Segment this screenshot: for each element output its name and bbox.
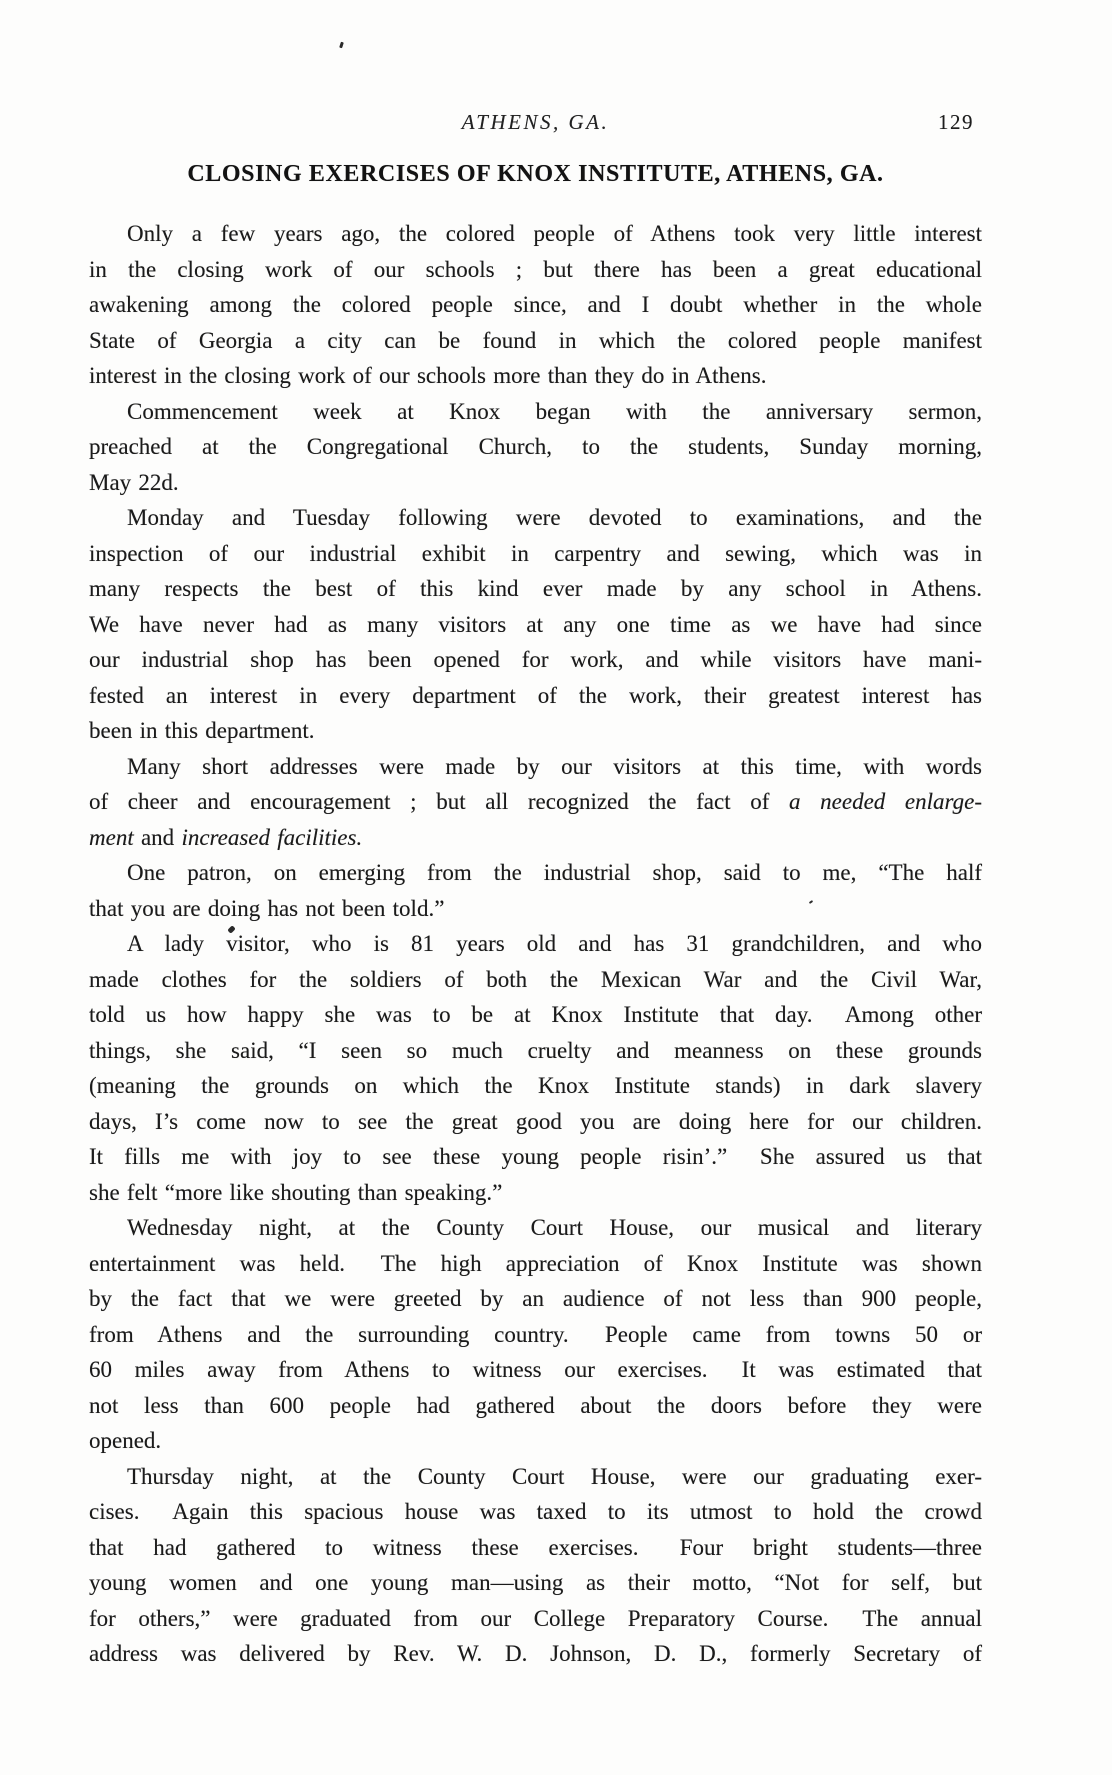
text-line — [89, 1530, 982, 1566]
italic-text: ment — [89, 824, 134, 850]
text-line — [89, 429, 982, 465]
text-segment: Wednesday night, at the County Court House, our musical and literary — [127, 1215, 982, 1240]
text-segment: (meaning the grounds on which the Knox Institute stands) in dark slavery — [89, 1073, 982, 1098]
text-segment: our industrial shop has been opened for work, and while visitors have mani- — [89, 647, 982, 672]
text-segment: State of Georgia a city can be found in which the colored people manifest — [89, 327, 982, 353]
text-segment: many respects the best of this kind ever made by any school in Athens. — [89, 576, 982, 601]
text-line — [89, 358, 982, 394]
text-segment: One patron, on emerging from the industrial shop, said to me, “The half — [127, 860, 982, 885]
scan-speck — [339, 42, 344, 49]
text-line — [89, 1068, 982, 1104]
text-segment: days, I’s come now to see the great good you are doing here for our children. — [89, 1108, 982, 1134]
text-line — [89, 1139, 982, 1175]
text-line — [89, 607, 982, 643]
text-segment: It fills me with joy to see these young people risin’.” She assured us that — [89, 1144, 982, 1169]
text-segment: for others,” were graduated from our College Preparatory Course. The annual — [89, 1605, 982, 1631]
text-line — [89, 855, 982, 891]
text-segment: cises. Again this spacious house was taxed to its utmost to hold the crowd — [89, 1499, 982, 1524]
text-segment: and — [133, 824, 182, 850]
text-segment: that had gathered to witness these exercises. Four bright students—three — [89, 1534, 982, 1560]
text-segment: opened. — [89, 1428, 162, 1453]
text-segment: address was delivered by Rev. W. D. Johnson, D. D., formerly Secretary of — [89, 1641, 982, 1666]
text-line — [89, 1459, 982, 1495]
text-line — [89, 1423, 982, 1459]
text-line — [89, 465, 982, 501]
text-line — [89, 1246, 982, 1282]
text-segment: A lady visitor, who is 81 years old and has 31 grandchildren, and who — [127, 931, 982, 956]
text-line — [89, 784, 982, 820]
text-segment: May 22d. — [89, 469, 179, 495]
text-line — [89, 642, 982, 678]
text-line — [89, 962, 982, 998]
text-line — [89, 1175, 982, 1211]
text-segment: Commencement week at Knox began with the anniversary sermon, — [127, 398, 982, 424]
text-line — [89, 536, 982, 572]
text-line — [89, 1210, 982, 1246]
text-line — [89, 749, 982, 785]
text-line — [89, 1104, 982, 1140]
text-segment: she felt “more like shouting than speaking.” — [89, 1179, 503, 1205]
article-title: CLOSING EXERCISES OF KNOX INSTITUTE, ATHENS, GA. — [187, 161, 884, 187]
text-segment: interest in the closing work of our schools more than they do in Athens. — [89, 363, 767, 388]
text-segment: made clothes for the soldiers of both the Mexican War and the Civil War, — [89, 966, 982, 992]
page-number: 129 — [938, 110, 974, 134]
text-line — [89, 1033, 982, 1069]
text-line — [89, 394, 982, 430]
text-segment: by the fact that we were greeted by an audience of not less than 900 people, — [89, 1286, 982, 1311]
text-line — [89, 820, 982, 856]
text-line — [89, 1317, 982, 1353]
text-segment: told us how happy she was to be at Knox Institute that day. Among other — [89, 1002, 982, 1027]
text-segment: Monday and Tuesday following were devoted to examinations, and the — [127, 505, 982, 530]
running-head: ATHENS, GA. — [461, 110, 610, 134]
text-line — [89, 1565, 982, 1601]
text-line — [89, 500, 982, 536]
text-segment: that you are doing has not been told.” — [89, 895, 445, 921]
text-line — [89, 571, 982, 607]
text-segment: entertainment was held. The high appreciation of Knox Institute was shown — [89, 1250, 982, 1276]
text-segment: We have never had as many visitors at any one time as we have had since — [89, 611, 982, 637]
text-line — [89, 1281, 982, 1317]
text-line — [89, 713, 982, 749]
article-body — [89, 216, 982, 1672]
text-line — [89, 926, 982, 962]
text-segment: Thursday night, at the County Court House, were our graduating exer- — [127, 1463, 982, 1489]
text-segment: in the closing work of our schools ; but there has been a great educational — [89, 256, 982, 282]
text-line — [89, 678, 982, 714]
text-segment: inspection of our industrial exhibit in carpentry and sewing, which was in — [89, 540, 982, 566]
text-line — [89, 252, 982, 288]
text-segment: fested an interest in every department of the work, their greatest interest has — [89, 682, 982, 708]
text-segment: things, she said, “I seen so much cruelty and meanness on these grounds — [89, 1037, 982, 1063]
text-line — [89, 1388, 982, 1424]
italic-text: a needed enlarge- — [789, 789, 982, 814]
text-segment: preached at the Congregational Church, to the students, Sunday morning, — [89, 434, 982, 459]
text-segment: Many short addresses were made by our visitors at this time, with words — [127, 753, 982, 779]
text-line — [89, 1352, 982, 1388]
text-segment: 60 miles away from Athens to witness our exercises. It was estimated that — [89, 1357, 982, 1382]
text-line — [89, 997, 982, 1033]
text-line — [89, 323, 982, 359]
text-line — [89, 891, 982, 927]
text-segment: of cheer and encouragement ; but all recognized the fact of — [89, 789, 790, 814]
text-segment: from Athens and the surrounding country. People came from towns 50 or — [89, 1321, 982, 1347]
text-segment: young women and one young man—using as their motto, “Not for self, but — [89, 1570, 982, 1595]
text-segment: awakening among the colored people since, and I doubt whether in the whole — [89, 292, 982, 317]
text-line — [89, 1636, 982, 1672]
italic-text: increased facilities. — [181, 824, 363, 850]
text-line — [89, 1601, 982, 1637]
text-line — [89, 216, 982, 252]
text-segment: not less than 600 people had gathered about the doors before they were — [89, 1392, 982, 1418]
text-segment: Only a few years ago, the colored people of Athens took very little interest — [127, 221, 982, 246]
text-line — [89, 287, 982, 323]
text-segment: been in this department. — [89, 718, 315, 743]
text-line — [89, 1494, 982, 1530]
